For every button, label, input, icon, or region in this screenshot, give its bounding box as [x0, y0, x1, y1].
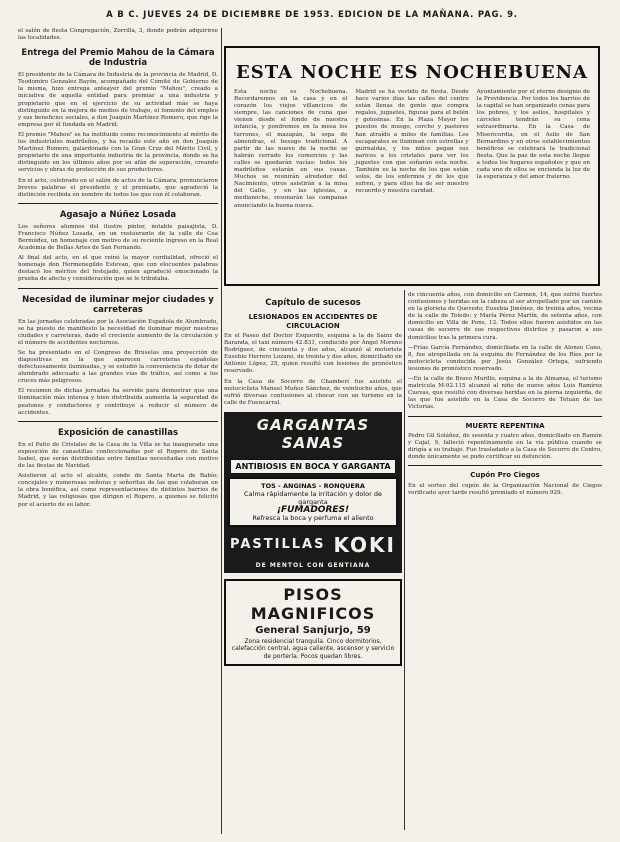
- gargantas-ad: [224, 412, 402, 573]
- featured-title: ESTA NOCHE ES NOCHEBUENA: [235, 62, 589, 83]
- left-column: [18, 28, 218, 512]
- article-title: Capítulo de sucesos: [265, 298, 361, 308]
- article-paragraph: El resumen de dichas jornadas ha servido para demostrar que una iluminación más intensa y bien distribuida aumenta la seguridad de peatones y conductores y contribuye a reducir el número de accidentes.: [18, 388, 218, 416]
- intro-paragraph: el salón de fiesta Congregación, Zorrilla, 3, donde podrán adquirirse las localidades.: [18, 28, 218, 42]
- article-paragraph: Asistieron al acto el alcalde, conde de Santa Marta de Babío; concejales y numerosas señoras y señoritas de las que colaboran en la obra benéfica, así como representaciones de distintos barrios de Madrid, y las religiosas que dirigen el Ropero, a quienes se felicitó por el acierto de su labor.: [18, 473, 218, 508]
- ad-brand: KOKI: [333, 532, 396, 557]
- right-column: [408, 292, 602, 500]
- article-title: Entrega del Premio Mahou de la Cámara de Industria: [21, 48, 215, 69]
- article-paragraph: —En la calle de Bravo Murillo, esquina a la de Almansa, el turismo matrícula M-92.115 alcanzó al niño de nueve años Luis Ramírez Cuevas, que resultó con diversas heridas en la pierna izquierda, de las que fue asistido en la Casa de Socorro de Tetuán de las Victorias.: [408, 376, 602, 411]
- article-paragraph: En la Casa de Socorro de Chamberí fue asistido el motociclista Manuel Muñoz Sánchez, de veintiocho años, que sufrió diversas contusiones al chocar con un turismo en la calle de Fuencarral.: [224, 378, 402, 406]
- ad-banner: GARGANTAS SANAS: [256, 415, 370, 452]
- article-paragraph: de cincuenta años, con domicilio en Carmen, 14, que sufrió fuertes contusiones y heridas en la cabeza al ser atropellado por un camión en la glorieta de Quevedo; Eusebia Jiménez, de treinta años, vecina de la calle de Toledo; y María Pérez Martín, de setenta años, con domicilio en Villa de Pons, 12. Todos ellos fueron asistidos en las casas de socorro de sus respectivos distritos y pasaron a sus domicilios tras la primera cura.: [408, 292, 602, 341]
- divider: [408, 416, 602, 417]
- pisos-ad: [224, 579, 402, 667]
- article-title: Agasajo a Núñez Losada: [59, 209, 177, 220]
- ad-content-box: [228, 477, 398, 527]
- article-paragraph: En las jornadas celebradas por la Asociación Española de Alumbrado, se ha puesto de manifiesto la necesidad de iluminar mejor nuestras ciudades y carreteras, dado el creciente aumento de la circulación y el número de accidentes nocturnos.: [18, 318, 218, 346]
- article-paragraph: Se ha presentado en el Congreso de Bruselas una proyección de diapositivas en la que aparecen carreteras españolas defectuosamente iluminadas, y se estudió la conveniencia de dotar de alumbrado adecuado a las grandes vías de tráfico, así como a los cruces más peligrosos.: [18, 349, 218, 385]
- column-divider: [221, 28, 222, 834]
- featured-columns: [226, 89, 598, 213]
- middle-column: [224, 292, 402, 666]
- ad-line: Refresca la boca y perfuma el aliento: [252, 513, 374, 522]
- ad-line: Calma rápidamente la irritación y dolor de garganta: [244, 489, 382, 506]
- column-divider: [404, 290, 405, 830]
- ad-footer: DE MENTOL CON GENTIANA: [255, 561, 371, 569]
- article-title: Cupón Pro Ciegos: [470, 471, 540, 480]
- ad-brand-row: [224, 530, 402, 560]
- article-paragraph: El presidente de la Cámara de Industria de la provincia de Madrid, D. Teodomiro Gonzalez Bayón, acompañado del Comité de Gobierno de la misma, hizo entrega anteayer del premio "Mahou", creado a iniciativa de aquella entidad para premiar a una industria y propietario que en el ejercicio de su actividad más se haya distinguido en la mejora de medios de trabajo, el fomento del empleo y sus beneficios sociales, a don Joaquín Martínez Romero, que rige la empresa por él fundada en Madrid.: [18, 72, 218, 128]
- article-paragraph: El premio "Mahou" se ha instituido como reconocimiento al mérito de los industriales madrileños, y ha recaído este año en don Joaquín Martínez Romero, galardonado con la Gran Cruz del Mérito Civil, y propietario de una importante industria de la provincia, donde se ha distinguido en los últimos años por su afán de superación, creando servicios y obras de protección de sus productores.: [18, 131, 218, 174]
- article-paragraph: Pedro Gil Soláñez, de sesenta y cuatro años, domiciliado en Ramón y Cajal, 9, falleció repentinamente en la vía pública cuando se dirigía a su trabajo. Fue trasladado a la Casa de Socorro de Centro, donde únicamente se pudo certificar su defunción.: [408, 433, 602, 461]
- article-paragraph: Los señores alumnos del ilustre pintor, notable paisajista, D. Francisco Núñez Losada, en un restaurante de la calle de Cea Bermúdez, un homenaje con motivo de su reciente ingreso en la Real Academia de Bellas Artes de San Fernando.: [18, 223, 218, 252]
- ad-line: TOS - ANGINAS - RONQUERA: [261, 481, 365, 490]
- featured-paragraph: Esta noche es Nochebuena. Recordaremos en la casa y en el corazón los viejos villancicos de siempre, las canciones de cuna que vienen desde el fondo de nuestra infancia, y pondremos en la mesa los turrones, el mazapán, la sopa de almendras, el besugo tradicional. A partir de las nueve de la noche se habrán cerrado los comercios y las calles se quedarán vacías: todos los madrileños estarán en sus casas. Muchos se reunirán alrededor del Nacimiento, otros asistirán a la misa del Gallo, y en las iglesias, a medianoche, resonarán las campanas anunciando la buena nueva.: [234, 89, 348, 209]
- divider: [408, 465, 602, 466]
- ad-description: Zona residencial tranquila. Cinco dormitorios, calefacción central, agua caliente, ascensor y servicio de portería. Pocos quedan libres.: [231, 637, 395, 660]
- article-paragraph: Al final del acto, en el que reinó la mayor cordialidad, ofreció el homenaje don Hermenegildo Estevan, que con elocuentes palabras destacó los méritos del festejado, quien agradeció emocionado la prueba de afecto y consideración que se le tributaba.: [18, 255, 218, 283]
- divider: [18, 203, 218, 204]
- ad-address: General Sanjurjo, 59: [255, 624, 371, 636]
- featured-article-box: [224, 46, 600, 286]
- ad-line: ¡FUMADORES!: [276, 504, 350, 515]
- ad-title: PISOS MAGNIFICOS: [250, 584, 376, 623]
- article-paragraph: En el Patio de Cristales de la Casa de la Villa se ha inaugurado una exposición de canastillas confeccionadas por el Ropero de Santa Isabel, que serán distribuidas entre familias necesitadas con motivo de las fiestas de Navidad.: [18, 441, 218, 470]
- article-title: Exposición de canastillas: [57, 427, 179, 438]
- article-paragraph: En el sorteo del cupón de la Organización Nacional de Ciegos verificado ayer tarde resultó premiado el número 929.: [408, 482, 602, 496]
- article-subtitle: LESIONADOS EN ACCIDENTES DE CIRCULACION: [248, 313, 378, 330]
- divider: [18, 421, 218, 422]
- article-paragraph: En el Paseo del Doctor Esquerdo, esquina a la de Sainz de Baranda, el taxi número 42.831, conducido por Ángel Moreno Rodríguez, de cincuenta y dos años, alcanzó al motorista Eusebio Herrero Lozano, de treinta y dos años, domiciliado en Antonio López, 25, quien resultó con lesiones de pronóstico reservado.: [224, 333, 402, 375]
- article-title: MUERTE REPENTINA: [465, 421, 545, 430]
- ad-subtitle: ANTIBIOSIS EN BOCA Y GARGANTA: [230, 459, 396, 474]
- header-text: A B C. JUEVES 24 DE DICIEMBRE DE 1953. EDICION DE LA MAÑANA. PAG. 9.: [106, 10, 518, 20]
- ad-brand: PASTILLAS: [230, 537, 326, 553]
- page-header: [22, 8, 602, 22]
- featured-paragraph: Ayuntamiento por el eterno designio de la Providencia. Por todos los barrios de la capital se han organizado cenas para los pobres, y los asilos, hospitales y cárceles tendrán su cena extraordinaria. En la Casa de Misericordia, en el Asilo de San Bernardino y en otros establecimientos benéficos se celebrará la tradicional fiesta. Que la paz de esta noche llegue a todos los hogares españoles y que en cada uno de ellos se encienda la luz de la esperanza y del amor fraterno.: [476, 89, 590, 181]
- article-paragraph: En el acto, celebrado en el salón de actos de la Cámara, pronunciaron breves palabras el presidente y el premiado, que agradeció la distinción recibida en nombre de todos los que con él colaboran.: [18, 177, 218, 198]
- divider: [18, 288, 218, 289]
- article-title: Necesidad de iluminar mejor ciudades y carreteras: [22, 294, 214, 315]
- article-paragraph: —Frías García Fernández, domiciliada en la calle de Alonso Cano, 8, fue atropellada en la esquina de Fernández de los Ríos por la motocicleta conducida por Jesús González Ortega, sufriendo lesiones de pronóstico reservado.: [408, 344, 602, 372]
- featured-paragraph: Madrid se ha vestido de fiesta. Desde hace varios días las calles del centro están llenas de gente que compra regalos, juguetes, figuras para el belén y golosinas. En la Plaza Mayor los puestos de musgo, corcho y pastores han atraído a miles de familias. Los escaparates se iluminan con estrellas y guirnaldas, y los niños pegan sus narices a los cristales para ver los juguetes con que soñarán esta noche. También es la noche de los que están solos, de los enfermos y de los que sufren, y para ellos ha de ser nuestro recuerdo y nuestra caridad.: [355, 89, 469, 195]
